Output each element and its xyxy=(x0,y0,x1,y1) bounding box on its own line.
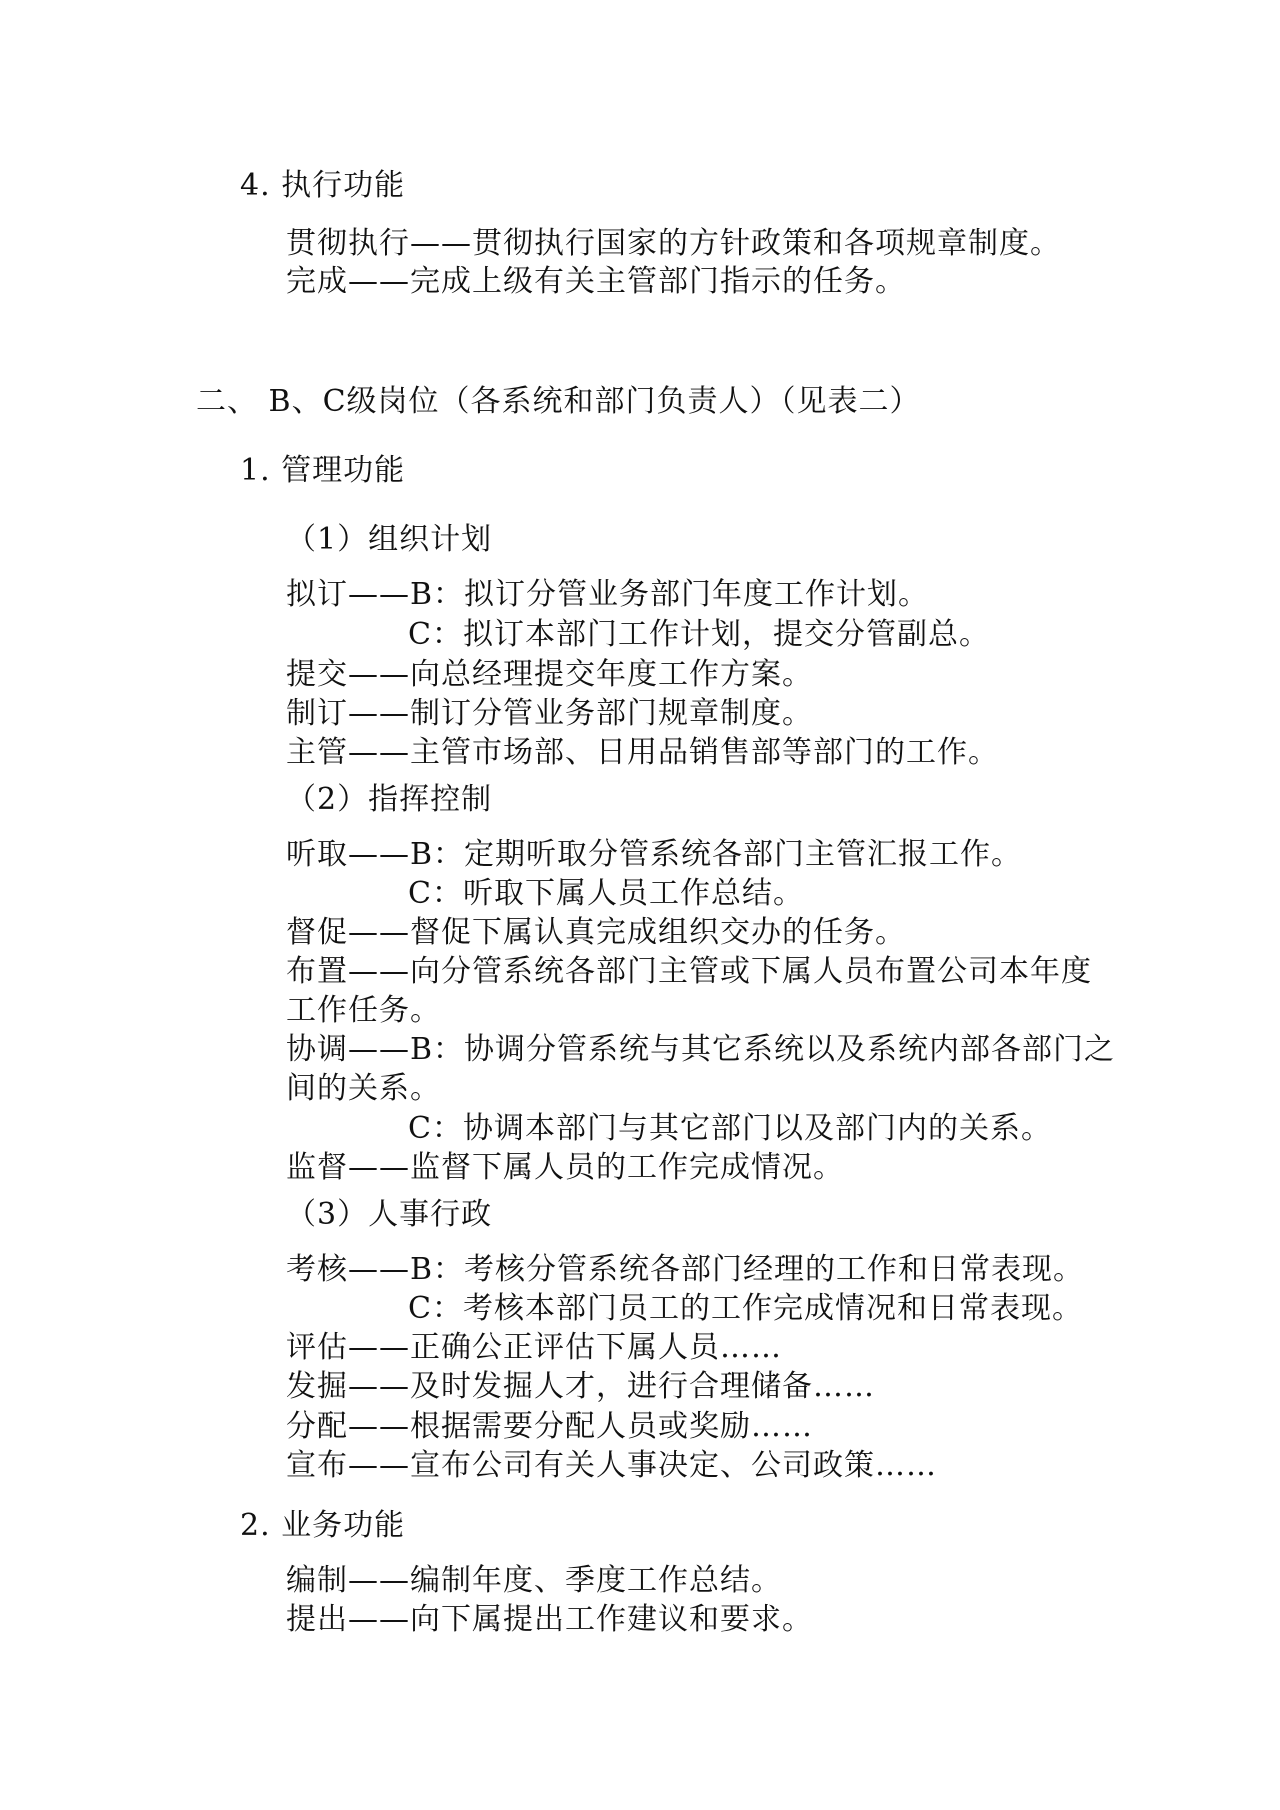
text-line: 制订——制订分管业务部门规章制度。 xyxy=(286,696,813,731)
text-line: C：听取下属人员工作总结。 xyxy=(408,876,804,911)
sub-heading-organization-planning: （1）组织计划 xyxy=(286,522,493,557)
text-line: 监督——监督下属人员的工作完成情况。 xyxy=(286,1150,844,1185)
text-line: C：拟订本部门工作计划，提交分管副总。 xyxy=(408,617,990,652)
sub-heading-command-control: （2）指挥控制 xyxy=(286,782,493,817)
text-line: 考核——B：考核分管系统各部门经理的工作和日常表现。 xyxy=(286,1252,1085,1287)
text-line: 发掘——及时发掘人才，进行合理储备…… xyxy=(286,1369,875,1404)
text-line: 工作任务。 xyxy=(286,993,441,1028)
subsection-heading-business: 2. 业务功能 xyxy=(240,1508,406,1543)
text-line: C：协调本部门与其它部门以及部门内的关系。 xyxy=(408,1111,1052,1146)
text-line: 提交——向总经理提交年度工作方案。 xyxy=(286,657,813,692)
sub-heading-hr-admin: （3）人事行政 xyxy=(286,1197,493,1232)
text-line: 宣布——宣布公司有关人事决定、公司政策…… xyxy=(286,1448,937,1483)
section-heading-bc-positions: 二、 B、C级岗位（各系统和部门负责人）（见表二） xyxy=(196,384,921,419)
section-heading-execution: 4. 执行功能 xyxy=(240,168,406,203)
subsection-heading-management: 1. 管理功能 xyxy=(240,453,406,488)
text-line: 协调——B：协调分管系统与其它系统以及系统内部各部门之 xyxy=(286,1032,1116,1067)
text-line: 拟订——B：拟订分管业务部门年度工作计划。 xyxy=(286,577,930,612)
text-line: 分配——根据需要分配人员或奖励…… xyxy=(286,1409,813,1444)
text-line: 布置——向分管系统各部门主管或下属人员布置公司本年度 xyxy=(286,954,1092,989)
text-line: 完成——完成上级有关主管部门指示的任务。 xyxy=(286,264,906,299)
text-line: 评估——正确公正评估下属人员…… xyxy=(286,1330,782,1365)
text-line: 主管——主管市场部、日用品销售部等部门的工作。 xyxy=(286,735,999,770)
text-line: 编制——编制年度、季度工作总结。 xyxy=(286,1563,782,1598)
text-line: 听取——B：定期听取分管系统各部门主管汇报工作。 xyxy=(286,837,1023,872)
text-line: 提出——向下属提出工作建议和要求。 xyxy=(286,1602,813,1637)
text-line: 贯彻执行——贯彻执行国家的方针政策和各项规章制度。 xyxy=(286,226,1061,261)
text-line: 间的关系。 xyxy=(286,1071,441,1106)
text-line: C：考核本部门员工的工作完成情况和日常表现。 xyxy=(408,1291,1083,1326)
text-line: 督促——督促下属认真完成组织交办的任务。 xyxy=(286,915,906,950)
